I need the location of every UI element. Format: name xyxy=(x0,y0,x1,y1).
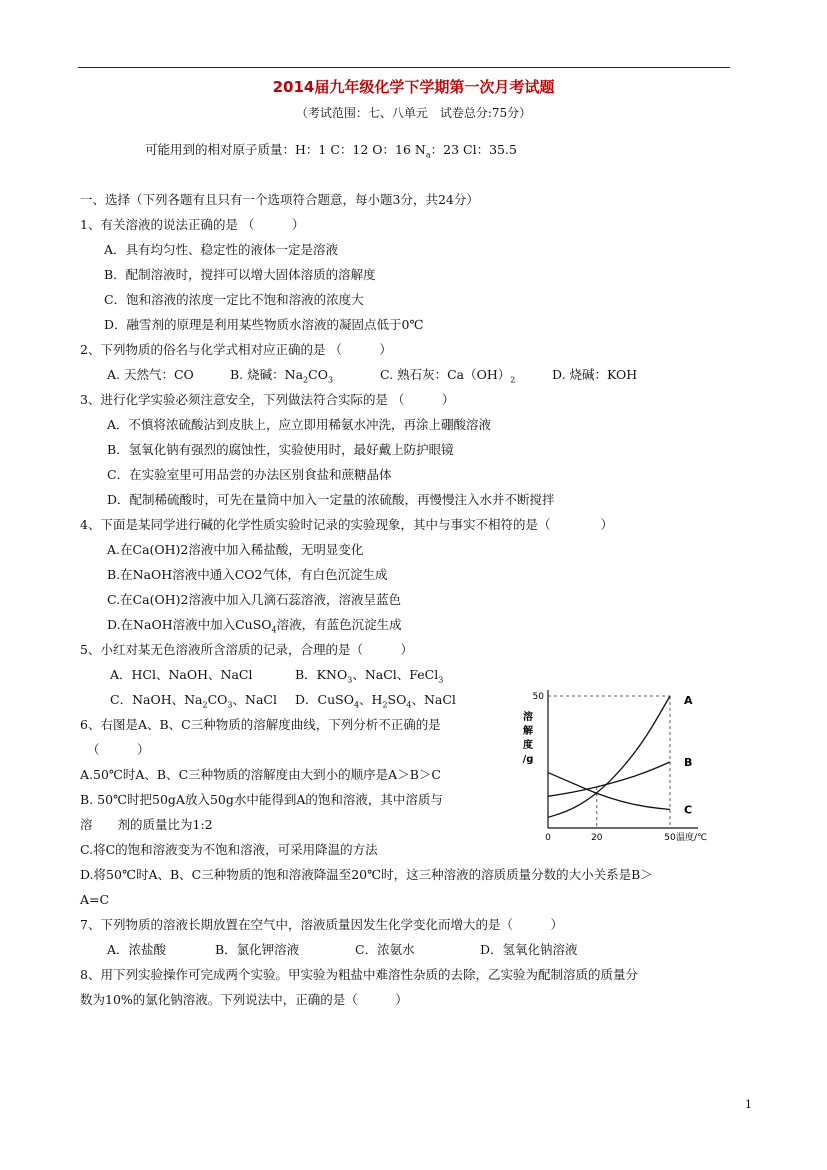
q2-option-b: B. 烧碱：$Na_2CO_3$ xyxy=(230,367,334,385)
x-axis-label: 温度/℃ xyxy=(676,833,708,843)
q4-option-b: B.在NaOH溶液中通入CO2气体，有白色沉淀生成 xyxy=(107,567,388,582)
q7-option-a: A．浓盐酸 xyxy=(107,942,167,957)
q1-option-a: A．具有均匀性、稳定性的液体一定是溶液 xyxy=(104,242,339,257)
series-label-c: C xyxy=(684,803,693,817)
q6-option-d-line1: D.将50℃时A、B、C三种物质的饱和溶液降温至20℃时，这三种溶液的溶质质量分数的大小关系是B＞ xyxy=(80,867,653,882)
y-axis-label: 溶 xyxy=(523,712,533,723)
chart-axes xyxy=(523,690,708,843)
q1-option-d: D．融雪剂的原理是利用某些物质水溶液的凝固点低于0℃ xyxy=(104,317,424,332)
q3-stem: 3、进行化学实验必须注意安全，下列做法符合实际的是 （ ） xyxy=(80,392,455,407)
q2-option-a: A. 天然气：CO xyxy=(107,367,194,382)
q6-option-c: C.将C的饱和溶液变为不饱和溶液，可采用降温的方法 xyxy=(80,842,378,857)
q5-option-b: B．$KNO_3$、NaCl、FeCl$_3$ xyxy=(295,667,444,685)
q1-option-c: C．饱和溶液的浓度一定比不饱和溶液的浓度大 xyxy=(104,292,364,307)
series-curve-b xyxy=(548,762,670,796)
q5-option-a: A．HCl、NaOH、NaCl xyxy=(110,667,253,682)
q7-stem: 7、下列物质的溶液长期放置在空气中，溶液质量因发生化学变化而增大的是（ ） xyxy=(80,917,563,932)
q8-stem-line1: 8、用下列实验操作可完成两个实验。甲实验为粗盐中难溶性杂质的去除，乙实验为配制溶质的质量分 xyxy=(80,967,638,982)
q7-option-b: B．氯化钾溶液 xyxy=(215,942,300,957)
solubility-chart xyxy=(510,688,725,853)
q8-stem-line2: 数为10%的氯化钠溶液。下列说法中，正确的是（ ） xyxy=(80,992,408,1007)
y-axis-label: 解 xyxy=(523,726,533,737)
q1-stem: 1、有关溶液的说法正确的是 （ ） xyxy=(80,217,305,232)
q7-option-d: D．氢氧化钠溶液 xyxy=(480,942,578,957)
q5-option-c: C．NaOH、$Na_2CO_3$、NaCl xyxy=(110,692,277,710)
q4-option-c: C.在Ca(OH)2溶液中加入几滴石蕊溶液，溶液呈蓝色 xyxy=(107,592,401,607)
q6-stem: 6、右图是A、B、C三种物质的溶解度曲线，下列分析不正确的是 xyxy=(80,717,441,732)
q3-option-b: B．氢氧化钠有强烈的腐蚀性，实验使用时，最好戴上防护眼镜 xyxy=(107,442,454,457)
q3-option-d: D．配制稀硫酸时，可先在量筒中加入一定量的浓硫酸，再慢慢注入水并不断搅拌 xyxy=(107,492,555,507)
atomic-mass-line: 可能用到的相对原子质量：H：1 C：12 O：16 $N_a$：23 Cl：35.5 xyxy=(145,142,517,160)
q1-option-b: B．配制溶液时，搅拌可以增大固体溶质的溶解度 xyxy=(104,267,376,282)
series-label-b: B xyxy=(684,756,693,769)
q2-option-c: C. 熟石灰：$Ca(OH)_2$ xyxy=(380,367,516,385)
x-tick-label: 50 xyxy=(664,833,676,843)
q2-option-d: D. 烧碱：KOH xyxy=(552,367,638,382)
y-axis-label: /g xyxy=(522,754,534,765)
q4-stem: 4、下面是某同学进行碱的化学性质实验时记录的实验现象，其中与事实不相符的是（ ） xyxy=(80,517,613,532)
q4-option-d: D.在NaOH溶液中加入CuSO$_4$溶液，有蓝色沉淀生成 xyxy=(107,617,402,635)
series-curve-a xyxy=(548,696,670,817)
series-label-a: A xyxy=(684,694,693,707)
q5-option-d: D．CuSO$_4$、$H_2SO_4$、NaCl xyxy=(295,692,456,710)
q3-option-a: A．不慎将浓硫酸沾到皮肤上，应立即用稀氨水冲洗，再涂上硼酸溶液 xyxy=(107,417,492,432)
series-curve-c xyxy=(548,773,670,810)
chart-marks xyxy=(548,694,693,817)
q2-stem: 2、下列物质的俗名与化学式相对应正确的是 （ ） xyxy=(80,342,392,357)
exam-scope: （考试范围：七、八单元 试卷总分:75分） xyxy=(295,106,532,120)
header-rule xyxy=(78,67,730,68)
q6-option-b-line2: 溶 剂的质量比为1:2 xyxy=(80,817,213,832)
page-number: 1 xyxy=(745,1098,752,1111)
y-tick-label: 50 xyxy=(532,692,544,702)
section-heading: 一、选择（下列各题有且只有一个选项符合题意，每小题3分，共24分） xyxy=(80,192,479,207)
y-axis-label: 度 xyxy=(523,740,533,751)
q5-stem: 5、小红对某无色溶液所含溶质的记录，合理的是（ ） xyxy=(80,642,413,657)
q6-option-a: A.50℃时A、B、C三种物质的溶解度由大到小的顺序是A＞B＞C xyxy=(80,767,441,782)
x-tick-label: 0 xyxy=(545,833,551,843)
x-tick-label: 20 xyxy=(591,833,603,843)
q3-option-c: C．在实验室里可用品尝的办法区别食盐和蔗糖晶体 xyxy=(107,467,392,482)
q6-option-d-line2: A=C xyxy=(80,892,110,907)
q7-option-c: C．浓氨水 xyxy=(355,942,415,957)
q6-answer-paren: （ ） xyxy=(87,742,150,757)
q6-option-b-line1: B. 50℃时把50gA放入50g水中能得到A的饱和溶液，其中溶质与 xyxy=(80,792,443,807)
q4-option-a: A.在Ca(OH)2溶液中加入稀盐酸，无明显变化 xyxy=(107,542,364,557)
page-title: 2014届九年级化学下学期第一次月考试题 xyxy=(272,78,555,96)
